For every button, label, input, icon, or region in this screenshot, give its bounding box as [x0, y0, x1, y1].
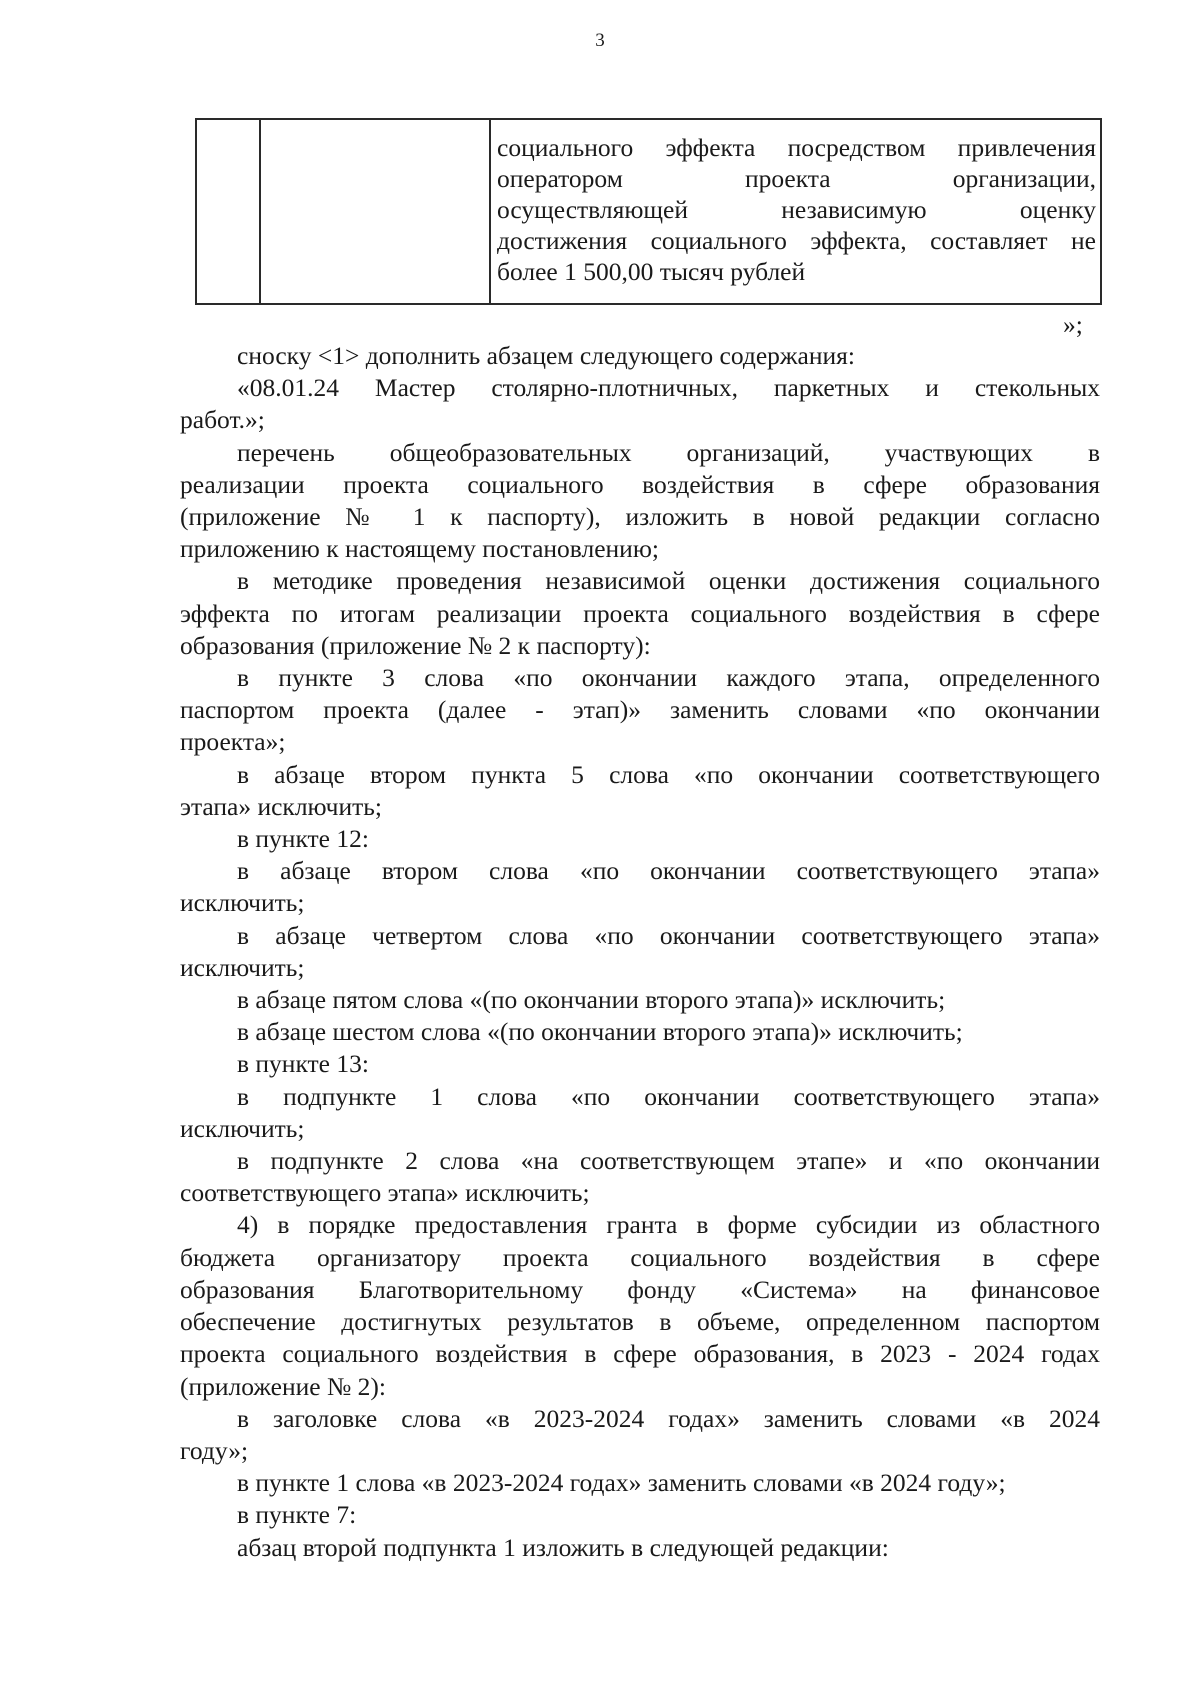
paragraph [180, 565, 1100, 662]
paragraph [180, 1467, 1100, 1499]
paragraph [180, 1209, 1100, 1402]
paragraph [180, 1016, 1100, 1048]
paragraph-line: в пункте 7: [237, 1500, 357, 1530]
paragraph-line: абзац второй подпункта 1 изложить в следующей редакции: [237, 1532, 889, 1562]
paragraph-line: году»; [180, 1435, 249, 1465]
document-body [180, 340, 1100, 1564]
table-cell-line: оператором проекта организации, [497, 164, 1096, 193]
paragraph-line: образования Благотворительному фонду «Система» на финансовое [180, 1274, 1100, 1304]
paragraph-line: образования (приложение № 2 к паспорту): [180, 630, 651, 660]
table-cell-number [196, 119, 260, 304]
paragraph-line: в абзаце шестом слова «(по окончании второго этапа)» исключить; [237, 1017, 963, 1047]
paragraph-line: соответствующего этапа» исключить; [180, 1178, 590, 1208]
paragraph-line: работ.»; [180, 405, 265, 435]
page-number: 3 [595, 30, 605, 51]
paragraph [180, 1403, 1100, 1467]
paragraph-line: в подпункте 1 слова «по окончании соответствующего этапа» [237, 1081, 1100, 1111]
paragraph [180, 759, 1100, 823]
paragraph-line: исключить; [180, 952, 305, 982]
paragraph [180, 372, 1100, 436]
closing-quote: »; [1063, 310, 1083, 339]
table-cell-line: достижения социального эффекта, составляет не [497, 226, 1096, 255]
table-cell-name [260, 119, 490, 304]
paragraph [180, 437, 1100, 566]
paragraph-line: бюджета организатору проекта социального воздействия в сфере [180, 1242, 1100, 1272]
paragraph [180, 855, 1100, 919]
paragraph-line: приложению к настоящему постановлению; [180, 534, 659, 564]
paragraph-line: проекта социального воздействия в сфере образования, в 2023 - 2024 годах [180, 1339, 1100, 1369]
paragraph-line: эффекта по итогам реализации проекта социального воздействия в сфере [180, 598, 1100, 628]
paragraph-line: в методике проведения независимой оценки достижения социального [237, 566, 1100, 596]
paragraph-line: перечень общеобразовательных организаций, участвующих в [237, 437, 1100, 467]
paragraph-line: в пункте 12: [237, 824, 369, 854]
paragraph-line: в пункте 13: [237, 1049, 369, 1079]
table-cell-description [490, 119, 1101, 304]
paragraph-line: «08.01.24 Мастер столярно-плотничных, паркетных и стекольных [237, 373, 1100, 403]
paragraph-line: сноску <1> дополнить абзацем следующего содержания: [237, 341, 855, 370]
paragraph [180, 920, 1100, 984]
paragraph [180, 662, 1100, 759]
paragraph-line: в подпункте 2 слова «на соответствующем этапе» и «по окончании [237, 1146, 1100, 1176]
table-cell-line: социального эффекта посредством привлечения [497, 133, 1096, 162]
paragraph [180, 1499, 1100, 1531]
paragraph-line: паспортом проекта (далее - этап)» заменить словами «по окончании [180, 695, 1100, 725]
paragraph-line: в абзаце втором пункта 5 слова «по окончании соответствующего [237, 759, 1100, 789]
paragraph-line: в абзаце четвертом слова «по окончании соответствующего этапа» [237, 920, 1100, 950]
paragraph-line: в абзаце втором слова «по окончании соответствующего этапа» [237, 856, 1100, 886]
amendment-table [195, 118, 1102, 305]
paragraph [180, 823, 1100, 855]
paragraph [180, 984, 1100, 1016]
paragraph-line: в пункте 1 слова «в 2023-2024 годах» заменить словами «в 2024 году»; [237, 1468, 1006, 1498]
paragraph-line: в пункте 3 слова «по окончании каждого этапа, определенного [237, 663, 1100, 693]
paragraph-line: (приложение № 1 к паспорту), изложить в новой редакции согласно [180, 502, 1100, 532]
table-cell-line: осуществляющей независимую оценку [497, 195, 1096, 224]
paragraph-line: этапа» исключить; [180, 791, 382, 821]
paragraph-line: проекта»; [180, 727, 286, 757]
paragraph [180, 340, 1100, 372]
paragraph-line: реализации проекта социального воздействия в сфере образования [180, 469, 1100, 499]
paragraph-line: (приложение № 2): [180, 1371, 386, 1401]
paragraph-line: обеспечение достигнутых результатов в объеме, определенном паспортом [180, 1307, 1100, 1337]
paragraph-line: 4) в порядке предоставления гранта в форме субсидии из областного [237, 1210, 1100, 1240]
paragraph-line: исключить; [180, 1113, 305, 1143]
paragraph [180, 1145, 1100, 1209]
table-cell-line: более 1 500,00 тысяч рублей [497, 257, 806, 286]
paragraph [180, 1048, 1100, 1080]
paragraph [180, 1081, 1100, 1145]
paragraph-line: в абзаце пятом слова «(по окончании второго этапа)» исключить; [237, 985, 946, 1015]
paragraph [180, 1532, 1100, 1564]
paragraph-line: исключить; [180, 888, 305, 918]
paragraph-line: в заголовке слова «в 2023-2024 годах» заменить словами «в 2024 [237, 1403, 1100, 1433]
